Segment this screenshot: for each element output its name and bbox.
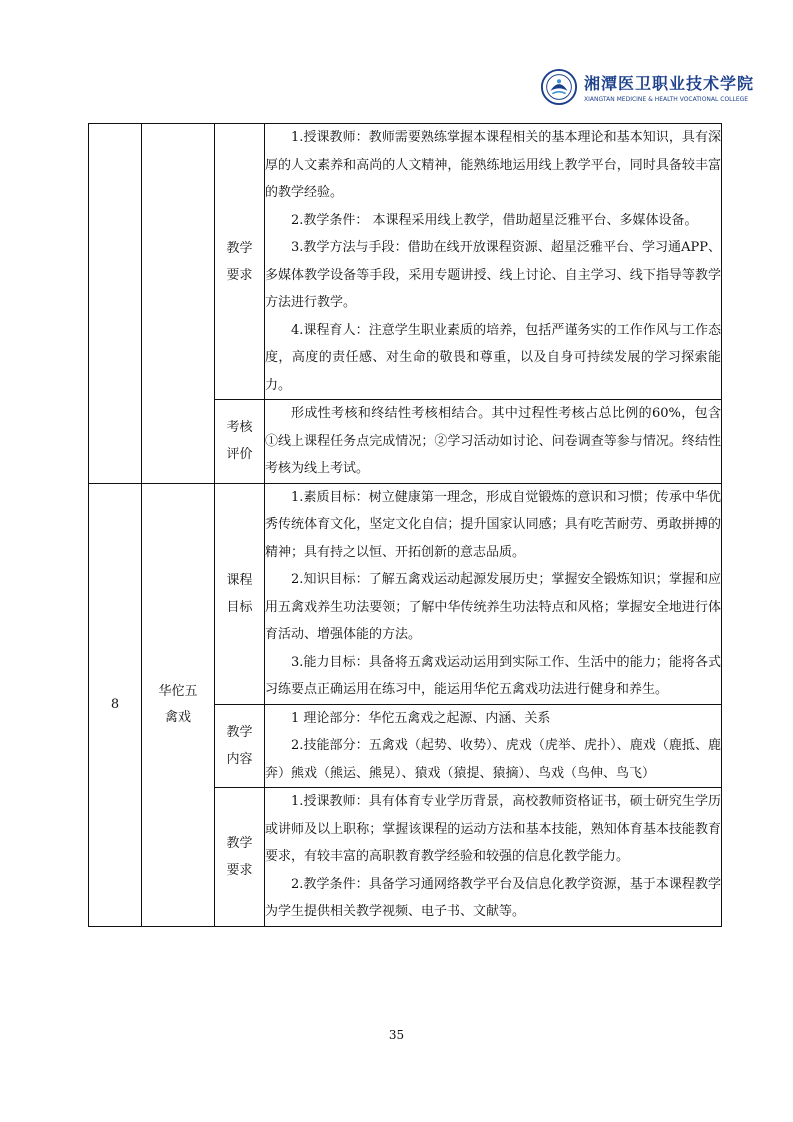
content-cell bbox=[265, 704, 722, 788]
paragraph: 形成性考核和终结性考核相结合。其中过程性考核占总比例的60%，包含①线上课程任务点完成情况；②学习活动如讨论、问卷调查等参与情况。终结性考核为线上考试。 bbox=[265, 406, 721, 476]
table-row bbox=[89, 483, 722, 704]
content-cell bbox=[265, 483, 722, 704]
row-label-course-objectives: 课程 目标 bbox=[215, 483, 265, 704]
paragraph: 3.教学方法与手段：借助在线开放课程资源、超星泛雅平台、学习通APP、多媒体教学设备等手段，采用专题讲授、线上讨论、自主学习、线下指导等教学方法进行教学。 bbox=[265, 240, 721, 310]
syllabus-table bbox=[88, 123, 722, 927]
content-cell bbox=[265, 788, 722, 927]
content-cell bbox=[265, 124, 722, 400]
paragraph: 4.课程育人：注意学生职业素质的培养，包括严谨务实的工作作风与工作态度，高度的责任感、对生命的敬畏和尊重，以及自身可持续发展的学习探索能力。 bbox=[265, 322, 721, 393]
row-label-teaching-requirements: 教学 要求 bbox=[215, 788, 265, 927]
college-name-en: XIANGTAN MEDICINE & HEALTH VOCATIONAL COLLEGE bbox=[584, 96, 749, 103]
page-number: 35 bbox=[388, 1028, 405, 1042]
row-label-teaching-requirements: 教学 要求 bbox=[215, 124, 265, 400]
college-name-cn: 湘潭医卫职业技术学院 bbox=[584, 74, 755, 93]
row-number-cell: 8 bbox=[89, 483, 142, 926]
college-seal-icon bbox=[540, 68, 578, 106]
paragraph: 1.授课教师：具有体育专业学历背景，高校教师资格证书，硕士研究生学历或讲师及以上职称；掌握该课程的运动方法和基本技能，熟知体育基本技能教育要求，有较丰富的高职教育教学经验和较强的信息化教学能力。 bbox=[265, 794, 721, 864]
row-number-cell bbox=[89, 124, 142, 484]
paragraph: 2.教学条件： 本课程采用线上教学，借助超星泛雅平台、多媒体设备。 bbox=[291, 212, 698, 228]
paragraph: 1.素质目标：树立健康第一理念，形成自觉锻炼的意识和习惯；传承中华优秀传统体育文化，坚定文化自信；提升国家认同感；具有吃苦耐劳、勇敢拼搏的精神；具有持之以恒、开拓创新的意志品质。 bbox=[265, 489, 721, 560]
paragraph: 2.教学条件：具备学习通网络教学平台及信息化教学资源，基于本课程教学为学生提供相关教学视频、电子书、文献等。 bbox=[265, 876, 721, 919]
course-name-cell bbox=[142, 124, 215, 484]
paragraph: 3.能力目标：具备将五禽戏运动运用到实际工作、生活中的能力；能将各式习练要点正确运用在练习中，能运用华佗五禽戏功法进行健身和养生。 bbox=[265, 654, 721, 697]
row-label-teaching-content: 教学 内容 bbox=[215, 704, 265, 788]
paragraph: 2.知识目标：了解五禽戏运动起源发展历史；掌握安全锻炼知识；掌握和应用五禽戏养生功法要领；了解中华传统养生功法特点和风格；掌握安全地进行体育活动、增强体能的方法。 bbox=[265, 572, 721, 642]
paragraph: 1.授课教师：教师需要熟练掌握本课程相关的基本理论和基本知识，具有深厚的人文素养和高尚的人文精神，能熟练地运用线上教学平台，同时具备较丰富的教学经验。 bbox=[265, 130, 721, 200]
college-logo bbox=[540, 68, 754, 106]
course-name-cell: 华佗五 禽戏 bbox=[142, 483, 215, 926]
content-cell bbox=[265, 400, 722, 484]
paragraph: 1 理论部分：华佗五禽戏之起源、内涵、关系 bbox=[291, 710, 551, 726]
paragraph: 2.技能部分：五禽戏（起势、收势）、虎戏（虎举、虎扑）、鹿戏（鹿抵、鹿奔）熊戏（熊运、熊晃）、猿戏（猿提、猿摘）、鸟戏（鸟伸、鸟飞） bbox=[265, 738, 721, 781]
row-label-assessment: 考核 评价 bbox=[215, 400, 265, 484]
table-row bbox=[89, 124, 722, 400]
